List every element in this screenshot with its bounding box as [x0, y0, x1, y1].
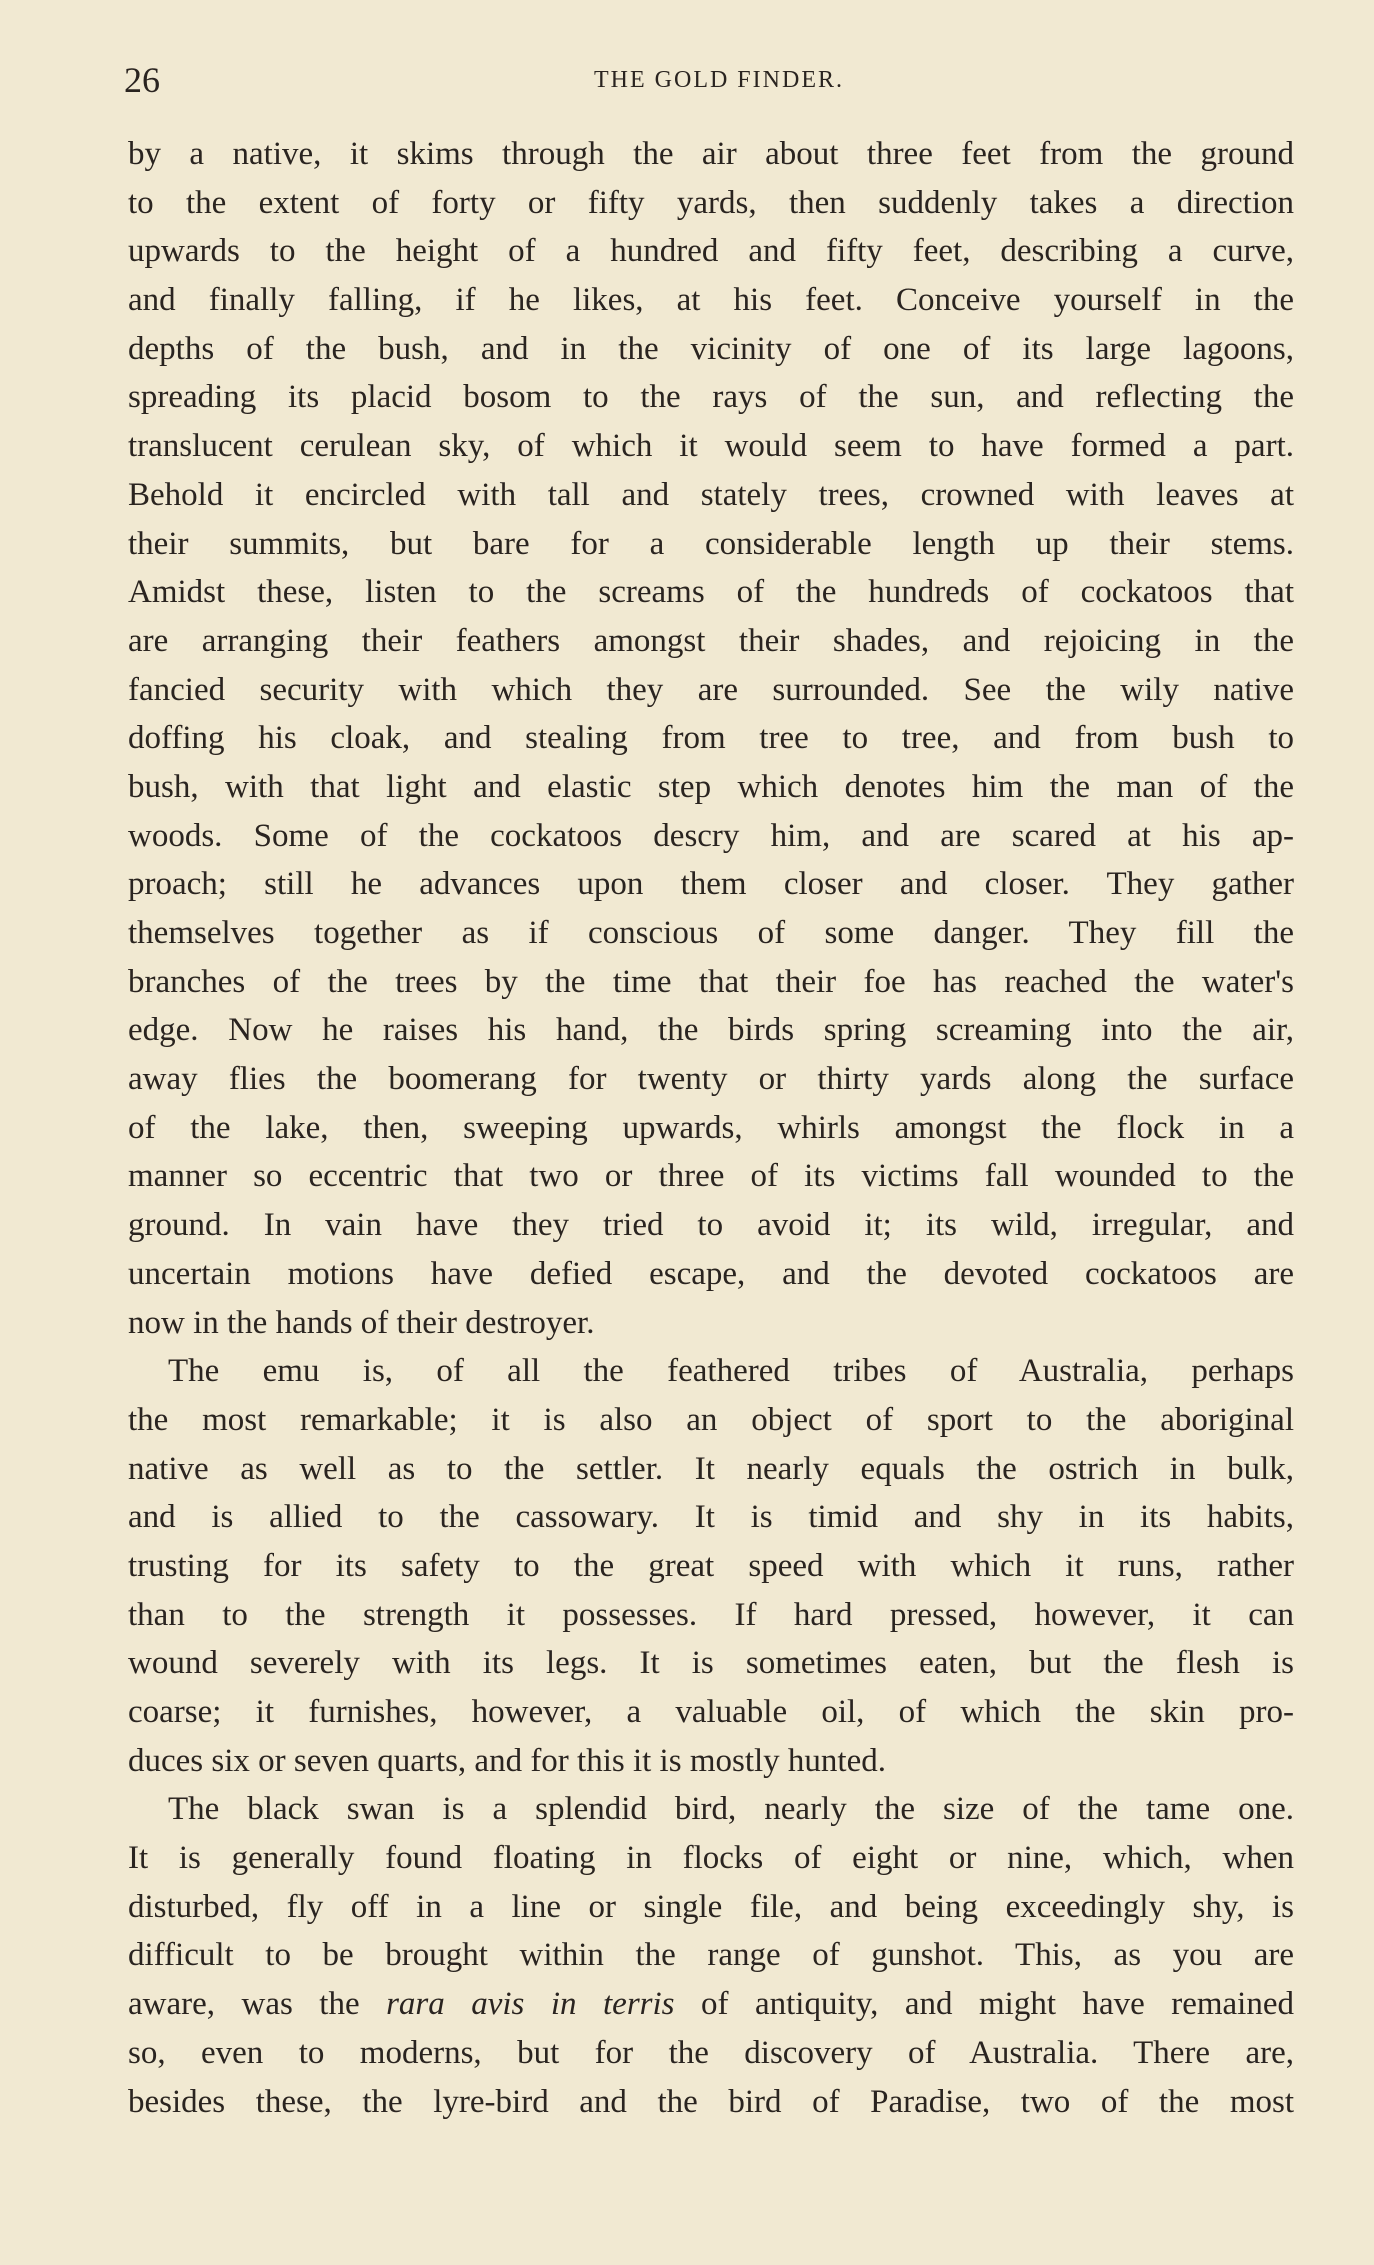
text-line: branches of the trees by the time that their foe has reached the water's [128, 963, 1294, 1000]
text-line: fancied security with which they are surrounded. See the wily native [128, 671, 1294, 708]
text-line: depths of the bush, and in the vicinity of one of its large lagoons, [128, 330, 1294, 367]
text-line: spreading its placid bosom to the rays of the sun, and reflecting the [128, 379, 1294, 416]
text-line: edge. Now he raises his hand, the birds spring screaming into the air, [128, 1012, 1294, 1049]
text-line: to the extent of forty or fifty yards, then suddenly takes a direction [128, 184, 1294, 221]
text-line: The black swan is a splendid bird, nearly the size of the tame one. [168, 1791, 1294, 1828]
running-title: THE GOLD FINDER. [594, 67, 844, 93]
text-line: coarse; it furnishes, however, a valuable oil, of which the skin pro- [128, 1694, 1294, 1730]
text-line: manner so eccentric that two or three of its victims fall wounded to the [128, 1158, 1294, 1195]
text-segment: of antiquity, and might have remained [674, 1986, 1294, 2023]
text-line: It is generally found floating in flocks of eight or nine, which, when [128, 1840, 1294, 1877]
text-line: their summits, but bare for a considerable length up their stems. [128, 525, 1294, 562]
text-line: uncertain motions have defied escape, and the devoted cockatoos are [128, 1255, 1294, 1292]
page-header [124, 56, 1294, 104]
text-line: disturbed, fly off in a line or single file, and being exceedingly shy, is [128, 1888, 1294, 1925]
text-segment: aware, was the [128, 1986, 387, 2023]
body-text [128, 130, 1294, 2126]
text-line: of the lake, then, sweeping upwards, whirls amongst the flock in a [128, 1109, 1294, 1146]
text-line: themselves together as if conscious of some danger. They fill the [128, 915, 1294, 951]
text-line: now in the hands of their destroyer. [128, 1304, 595, 1341]
text-line: away flies the boomerang for twenty or thirty yards along the surface [128, 1061, 1294, 1098]
text-line: than to the strength it possesses. If hard pressed, however, it can [128, 1596, 1294, 1633]
text-line: are arranging their feathers amongst their shades, and rejoicing in the [128, 622, 1294, 659]
text-line: trusting for its safety to the great speed with which it runs, rather [128, 1547, 1294, 1584]
text-line: so, even to moderns, but for the discovery of Australia. There are, [128, 2034, 1294, 2071]
text-line: ground. In vain have they tried to avoid it; its wild, irregular, and [128, 1207, 1294, 1244]
page-number: 26 [124, 60, 160, 100]
text-line: and finally falling, if he likes, at his feet. Conceive yourself in the [128, 282, 1294, 319]
text-line: and is allied to the cassowary. It is timid and shy in its habits, [128, 1499, 1294, 1536]
text-line: Amidst these, listen to the screams of the hundreds of cockatoos that [128, 574, 1294, 611]
text-line: Behold it encircled with tall and stately trees, crowned with leaves at [128, 476, 1294, 513]
text-line: doffing his cloak, and stealing from tree to tree, and from bush to [128, 720, 1294, 757]
text-line: The emu is, of all the feathered tribes of Australia, perhaps [168, 1353, 1294, 1390]
text-line: native as well as to the settler. It nearly equals the ostrich in bulk, [128, 1450, 1294, 1487]
text-line: translucent cerulean sky, of which it would seem to have formed a part. [128, 428, 1294, 465]
text-line: the most remarkable; it is also an object of sport to the aboriginal [128, 1401, 1294, 1438]
text-line: proach; still he advances upon them closer and closer. They gather [128, 866, 1294, 903]
text-line [128, 1980, 1294, 2029]
text-line: woods. Some of the cockatoos descry him, and are scared at his ap- [128, 817, 1294, 854]
text-line: duces six or seven quarts, and for this it is mostly hunted. [128, 1742, 886, 1779]
italic-phrase: rara avis in terris [386, 1986, 675, 2023]
text-line: wound severely with its legs. It is sometimes eaten, but the flesh is [128, 1645, 1294, 1682]
text-line: besides these, the lyre-bird and the bird of Paradise, two of the most [128, 2083, 1294, 2120]
text-line: difficult to be brought within the range of gunshot. This, as you are [128, 1937, 1294, 1974]
text-line: by a native, it skims through the air about three feet from the ground [128, 136, 1294, 172]
text-line: upwards to the height of a hundred and fifty feet, describing a curve, [128, 233, 1294, 270]
text-line: bush, with that light and elastic step which denotes him the man of the [128, 768, 1294, 805]
